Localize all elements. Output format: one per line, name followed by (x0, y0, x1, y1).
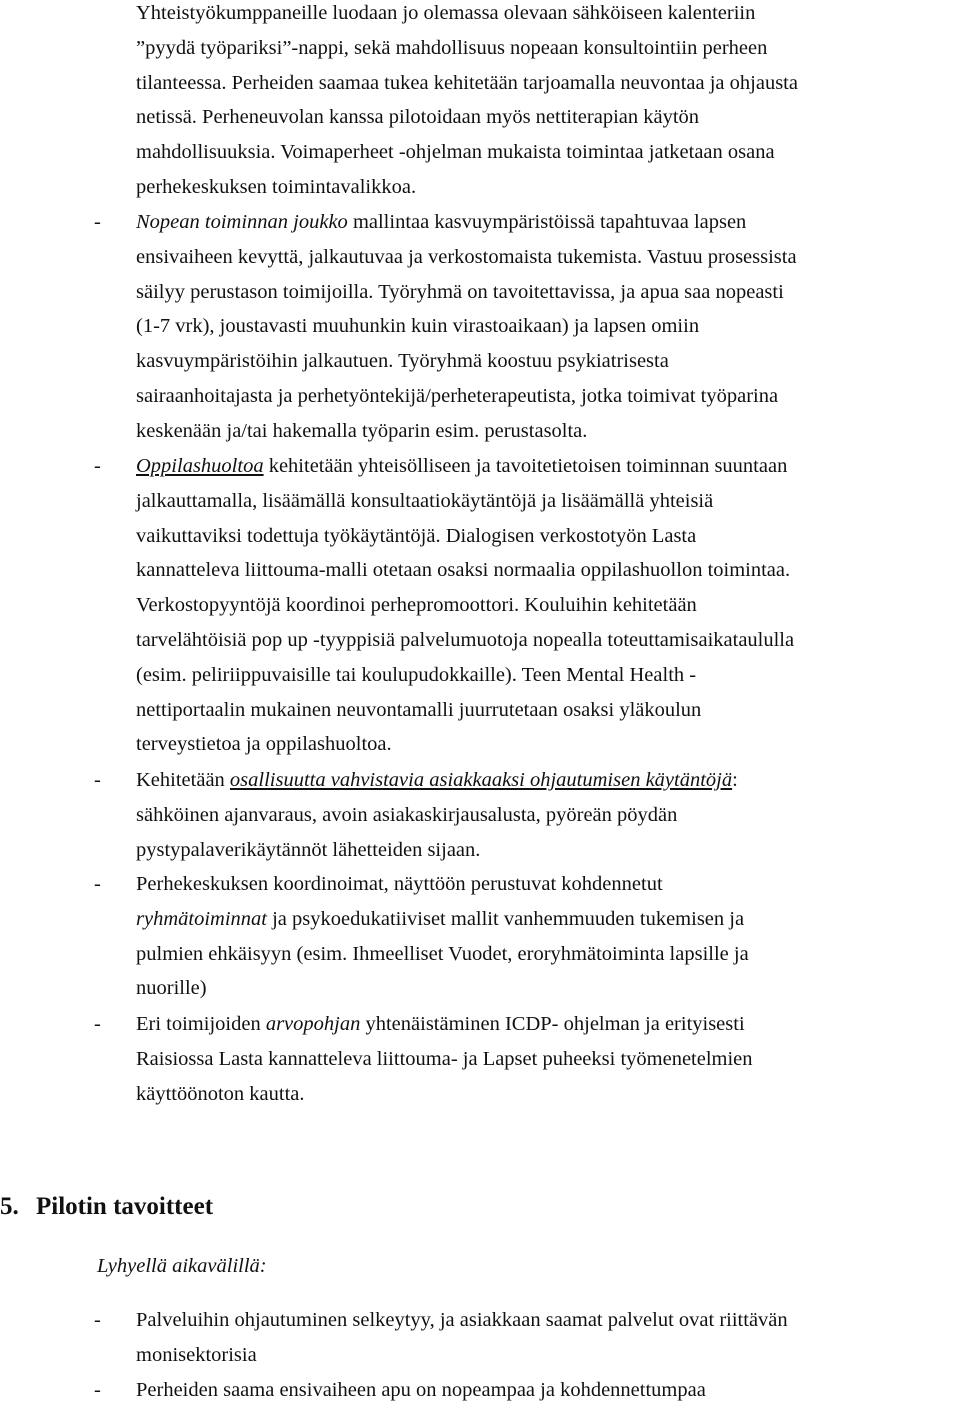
text-line: sairaanhoitajasta ja perhetyöntekijä/perheterapeutista, jotka toimivat työparina (136, 384, 779, 407)
text-line: mahdollisuuksia. Voimaperheet -ohjelman mukaista toimintaa jatketaan osana (136, 141, 775, 164)
text-line: käyttöönoton kautta. (136, 1082, 305, 1105)
text-line: pystypalaverikäytännöt lähetteiden sijaan. (136, 838, 481, 861)
list-item-ryhmatoiminnat (94, 867, 954, 1006)
list-bullet: - (94, 1309, 101, 1331)
text-line (136, 763, 954, 798)
text-line: Verkostopyyntöjä koordinoi perhepromoottori. Kouluihin kehitetään (136, 594, 697, 617)
text-span: yhtenäistäminen ICDP- ohjelman ja erityisesti (360, 1013, 745, 1035)
list-item-arvopohja (94, 1007, 954, 1111)
text-line: pulmien ehkäisyyn (esim. Ihmeelliset Vuodet, eroryhmätoiminta lapsille ja (136, 942, 749, 965)
text-line: (1-7 vrk), joustavasti muuhunkin kuin virastoaikaan) ja lapsen omiin (136, 315, 700, 338)
text-line: kasvuympäristöihin jalkautuen. Työryhmä koostuu psykiatrisesta (136, 350, 669, 373)
intro-paragraph (136, 0, 954, 205)
text-line: Perheiden saama ensivaiheen apu on nopeampaa ja kohdennettumpaa (136, 1379, 706, 1401)
goal-item (94, 1303, 954, 1373)
text-line: ensivaiheen kevyttä, jalkautuvaa ja verkostomaista tukemista. Vastuu prosessista (136, 245, 797, 268)
text-line: säilyy perustason toimijoilla. Työryhmä on tavoitettavissa, ja apua saa nopeasti (136, 280, 784, 303)
list-bullet: - (94, 1379, 101, 1401)
list-item-osallisuus (94, 763, 954, 867)
emphasis-text: arvopohjan (265, 1013, 361, 1035)
emphasis-text: Nopean toiminnan joukko (136, 211, 348, 233)
list-item-nopean-toiminnan-joukko (94, 205, 954, 449)
text-line: vaikuttaviksi todettuja työkäytäntöjä. Dialogisen verkostotyön Lasta (136, 524, 697, 547)
text-line: Raisiossa Lasta kannatteleva liittouma- ja Lapset puheeksi työmenetelmien (136, 1047, 753, 1070)
list-item-oppilashuolto (94, 449, 954, 762)
list-bullet: - (94, 1013, 101, 1035)
section-heading (0, 1190, 213, 1224)
text-span: kehitetään yhteisölliseen ja tavoitetietoisen toiminnan suuntaan (263, 455, 788, 477)
text-line: perhekeskuksen toimintavalikkoa. (136, 175, 417, 198)
text-line: Palveluihin ohjautuminen selkeytyy, ja asiakkaan saamat palvelut ovat riittävän (136, 1309, 788, 1331)
text-line: ”pyydä työpariksi”-nappi, sekä mahdollisuus nopeaan konsultointiin perheen (136, 36, 768, 59)
text-line (136, 449, 954, 484)
section-number: 5. (0, 1193, 19, 1220)
text-line: netissä. Perheneuvolan kanssa pilotoidaan myös nettiterapian käytön (136, 106, 700, 129)
text-line: keskenään ja/tai hakemalla työparin esim. perustasolta. (136, 419, 588, 442)
list-bullet: - (94, 211, 101, 233)
text-line: Yhteistyökumppaneille luodaan jo olemassa olevaan sähköiseen kalenteriin (136, 2, 756, 24)
text-line: jalkauttamalla, lisäämällä konsultaatiokäytäntöjä ja lisäämällä yhteisiä (136, 489, 714, 512)
text-line: Perhekeskuksen koordinoimat, näyttöön perustuvat kohdennetut (136, 873, 663, 895)
text-line: tilanteessa. Perheiden saamaa tukea kehitetään tarjoamalla neuvontaa ja ohjausta (136, 71, 798, 94)
text-span: : (732, 769, 738, 791)
text-line: (esim. peliriippuvaisille tai koulupudokkaille). Teen Mental Health - (136, 663, 697, 686)
emphasis-text: ryhmätoiminnat (136, 907, 267, 930)
subheading-short-term: Lyhyellä aikavälillä: (97, 1255, 267, 1277)
text-line: kannatteleva liittouma-malli otetaan osaksi normaalia oppilashuollon toimintaa. (136, 559, 791, 582)
text-line (136, 902, 954, 937)
list-bullet: - (94, 873, 101, 895)
text-line: tarvelähtöisiä pop up -tyyppisiä palvelumuotoja nopealla toteuttamisaikataululla (136, 628, 795, 651)
text-line: monisektorisia (136, 1343, 257, 1366)
goal-item (94, 1373, 954, 1408)
text-line: nuorille) (136, 977, 207, 1000)
text-line (136, 1007, 954, 1042)
text-span: ja psykoedukatiiviset mallit vanhemmuuden tukemisen ja (266, 907, 745, 930)
text-line (136, 205, 954, 240)
text-line: sähköinen ajanvaraus, avoin asiakaskirjausalusta, pyöreän pöydän (136, 803, 678, 826)
section-title: Pilotin tavoitteet (36, 1193, 214, 1220)
text-line: nettiportaalin mukainen neuvontamalli juurrutetaan osaksi yläkoulun (136, 698, 702, 721)
text-span: Eri toimijoiden (136, 1013, 266, 1035)
list-bullet: - (94, 455, 101, 477)
text-line: terveystietoa ja oppilashuoltoa. (136, 733, 392, 756)
list-bullet: - (94, 769, 101, 791)
emphasis-text: osallisuutta vahvistavia asiakkaaksi ohjautumisen käytäntöjä (229, 769, 733, 791)
text-span: mallintaa kasvuympäristöissä tapahtuvaa lapsen (347, 211, 747, 233)
text-span: Kehitetään (136, 769, 230, 791)
emphasis-text: Oppilashuoltoa (136, 455, 264, 477)
